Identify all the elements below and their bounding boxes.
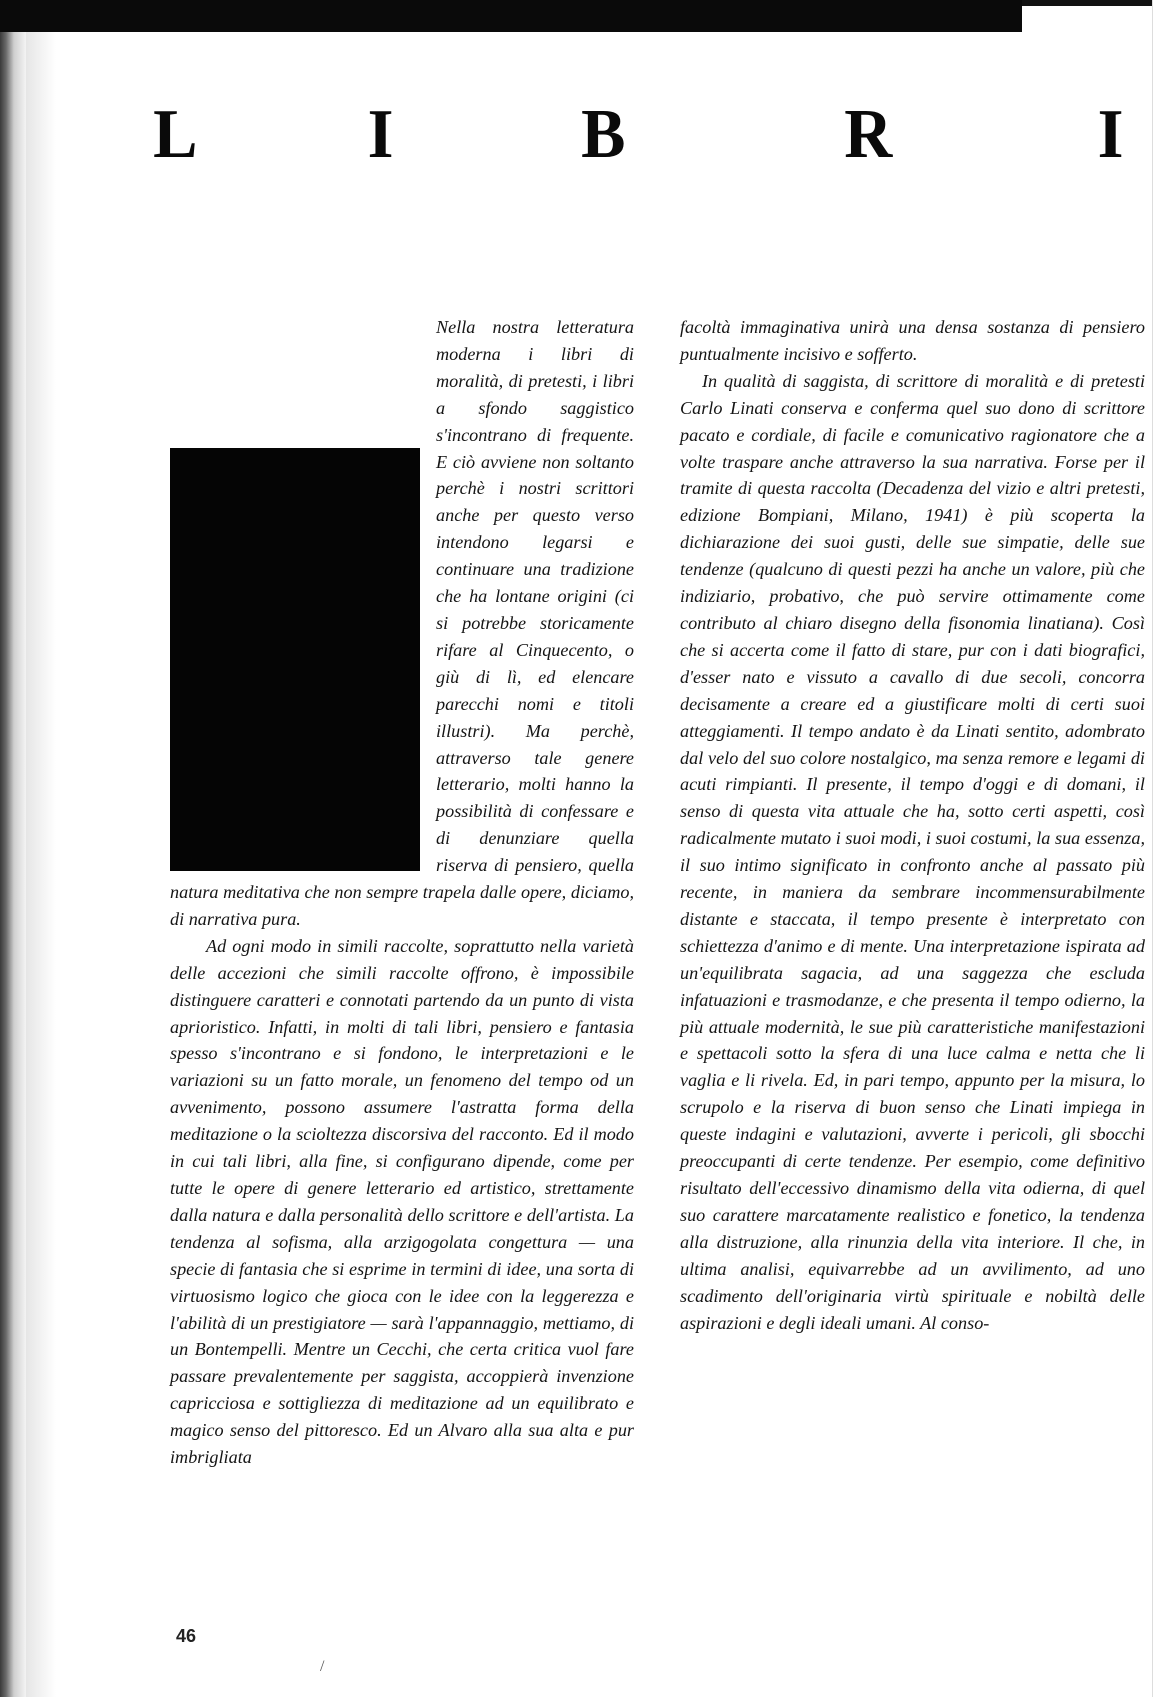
masthead-letter-r: R <box>844 96 893 173</box>
scan-binding-shadow <box>26 32 56 1697</box>
page-number: 46 <box>176 1626 197 1646</box>
scan-top-border-right <box>1022 0 1153 6</box>
masthead-letter-b: B <box>581 96 626 173</box>
masthead-letter-i2: I <box>1097 96 1124 173</box>
article-paragraph-2: Ad ogni modo in simili raccolte, soprattutto nella varietà delle accezioni che simili raccolte offrono, è impossibile distinguere caratteri e connotati partendo da un punto di vista aprioristico. Infatti, in molti di tali libri, pensiero e fantasia spesso s'incontrano e si fondono, le interpretazioni e le variazioni su un fatto morale, un fenomeno del tempo od un avvenimento, possono assumere l'astratta forma della meditazione o la scioltezza discorsiva del racconto. Ed il modo in cui tali libri, alla fine, si configurano dipende, come per tutte le opere di genere letterario ed artistico, strettamente dalla natura e dalla personalità dello scrittore e dell'artista. La tendenza al sofisma, alla arzigogolata congettura — una specie di fantasia che si esprime in termini di idee, una sorta di virtuosismo logico che gioca con le idee con la leggerezza e l'abilità di un prestigiatore — sarà l'appannaggio, mettiamo, di un Bontempelli. Mentre un Cecchi, che certa critica vuol fare passare prevalentemente per saggista, accoppierà invenzione capricciosa e sottigliezza di meditazione ad un equilibrato e magico senso del pittoresco. Ed un Alvaro alla sua alta e pur imbrigliata <box>170 935 634 1468</box>
masthead-letter-i: I <box>367 96 394 173</box>
masthead-letter-l: L <box>153 96 198 173</box>
article-column-left <box>170 314 634 1471</box>
page-footer-mark: / <box>320 1658 325 1675</box>
article-column-right <box>680 314 1145 1336</box>
article-paragraph-3: facoltà immaginativa unirà una densa sostanza di pensiero puntualmente incisivo e sofferto. <box>680 317 1145 364</box>
scan-binding-edge <box>0 32 26 1697</box>
article-paragraph-1: Nella nostra letteratura moderna i libri di moralità, di pretesti, i libri a sfondo saggistico s'incontrano di frequente. E ciò avviene non soltanto perchè i nostri scrittori anche per questo verso intendono legarsi e continuare una tradizione che ha lontane origini (ci si potrebbe storicamente rifare al Cinquecento, o giù di lì, ed elencare parecchi nomi e titoli illustri). Ma perchè, attraverso tale genere letterario, molti hanno la possibilità di confessare e di denunziare quella riserva di pensiero, quella natura meditativa che non sempre trapela dalle opere, diciamo, di narrativa pura. <box>170 317 634 929</box>
article-paragraph-4: In qualità di saggista, di scrittore di moralità e di pretesti Carlo Linati conserva e conferma quel suo dono di scrittore pacato e cordiale, di facile e comunicativo ragionatore che a volte traspare anche attraverso la sua narrativa. Forse per il tramite di questa raccolta (Decadenza del vizio e altri pretesti, edizione Bompiani, Milano, 1941) è più scoperta la dichiarazione dei suoi gusti, delle sue simpatie, delle sue tendenze (qualcuno di questi pezzi ha anche un valore, più che indiziario, probativo, che può servire ottimamente come contributo al chiaro disegno della fisonomia linatiana). Così che si accerta come il fatto di stare, pur con i dati biografici, d'esser nato e vissuto a cavallo di due secoli, concorra decisamente a creare ed a giustificare molti di certi suoi atteggiamenti. Il tempo andato è da Linati sentito, adombrato dal velo del suo colore nostalgico, ma senza remore e legami di acuti rimpianti. Il presente, il tempo d'oggi e di domani, il senso di questa vita attuale che ha, sotto certi aspetti, così radicalmente mutato i suoi modi, i suoi costumi, la sua essenza, il suo intimo significato in confronto anche al passato più recente, in maniera da sembrare incommensurabilmente distante e staccata, il tempo presente è interpretato con schiettezza d'animo e di mente. Una interpretazione ispirata ad un'equilibrata sagacia, ad una saggezza che escluda infatuazioni e trasmodanze, e che presenta il tempo odierno, la più attuale modernità, le sue più caratteristiche manifestazioni e spettacoli sotto la sfera di una luce calma e netta che li vaglia e li rivela. Ed, in pari tempo, appunto per la misura, lo scrupolo e la riserva di buon senso che Linati impiega in queste indagini e valutazioni, avverte i pericoli, gli sbocchi preoccupanti di certe tendenze. Per esempio, come definitivo risultato dell'eccessivo dinamismo della vita odierna, di quel suo carattere marcatamente realistico e fonetico, la tendenza alla distruzione, alla rinunzia della vita interiore. Il che, in ultima analisi, equivarrebbe ad un avvilimento, ad uno scadimento dell'originaria virtù spirituale e nobiltà delle aspirazioni e degli ideali umani. Al conso- <box>680 370 1145 1333</box>
black-image-block <box>170 448 420 871</box>
masthead <box>0 95 1153 175</box>
scan-top-border <box>0 0 1022 32</box>
